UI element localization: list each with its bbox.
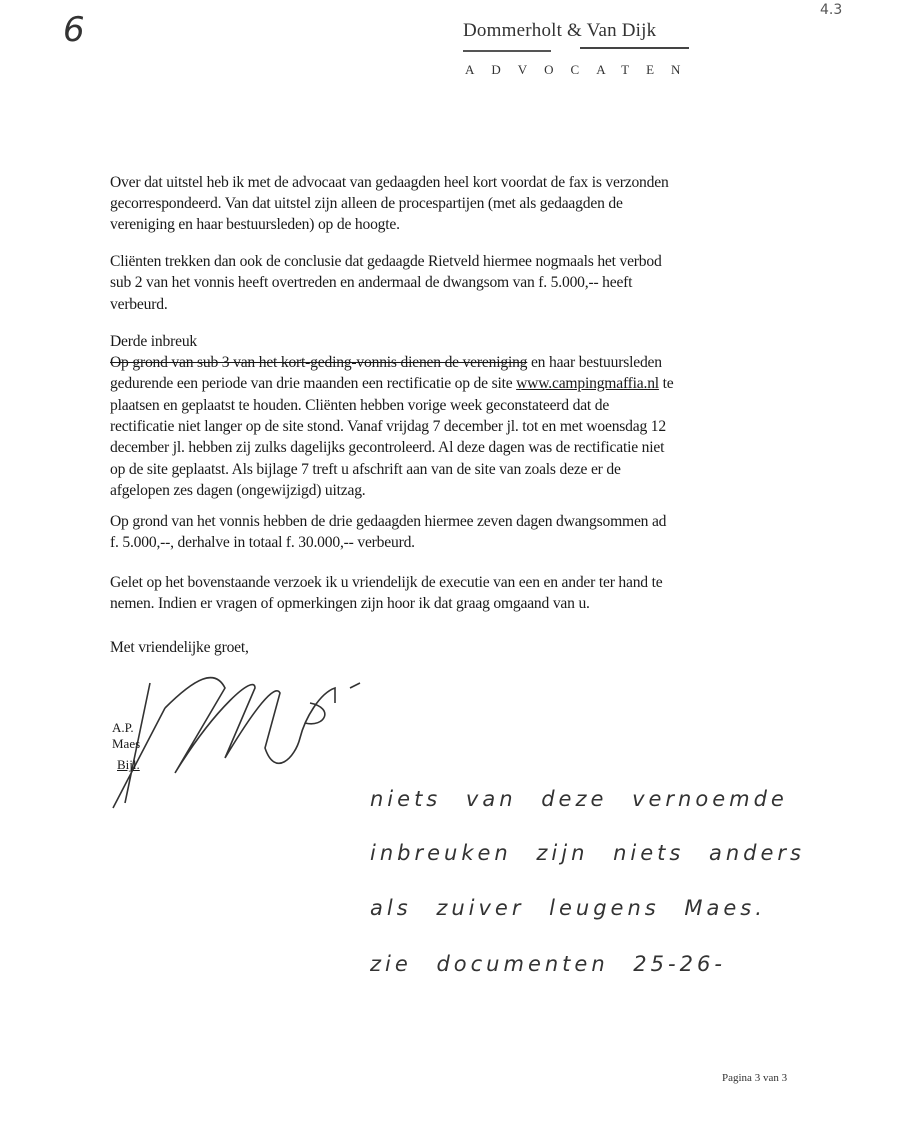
page-marker: 4.3 <box>820 2 843 18</box>
paragraph-line: Gelet op het bovenstaande verzoek ik u vriendelijk de executie van een en ander ter hand te <box>110 574 663 591</box>
text: en haar bestuursleden <box>527 354 662 371</box>
section-heading: Derde inbreuk <box>110 333 198 350</box>
firm-name: Dommerholt & Van Dijk <box>463 20 657 41</box>
website-link[interactable]: www.campingmaffia.nl <box>516 375 659 392</box>
page-number: Pagina 3 van 3 <box>722 1072 788 1084</box>
letterhead-rule <box>463 50 551 52</box>
text: te <box>658 375 674 392</box>
attachment-label: Bijl. <box>117 757 140 772</box>
paragraph-line <box>110 354 662 372</box>
signatory-name: A.P. Maes <box>112 720 141 751</box>
paragraph-line: december jl. hebben zij zulks dagelijks gecontroleerd. Al deze dagen was de rectificatie niet <box>110 439 665 456</box>
closing: Met vriendelijke groet, <box>110 639 249 656</box>
paragraph-line: Over dat uitstel heb ik met de advocaat van gedaagden heel kort voordat de fax is verzonden <box>110 174 669 191</box>
paragraph-line: gecorrespondeerd. Van dat uitstel zijn alleen de procespartijen (met als gedaagden de <box>110 195 623 212</box>
paragraph-line: f. 5.000,--, derhalve in totaal f. 30.000,-- verbeurd. <box>110 534 415 551</box>
note-line: niets van deze vernoemde <box>370 787 788 811</box>
struck-text: Op grond van sub 3 van het kort-geding-vonnis dienen de vereniging <box>110 354 528 371</box>
paragraph-line: plaatsen en geplaatst te houden. Cliënten hebben vorige week geconstateerd dat de <box>110 397 610 414</box>
paragraph-line: sub 2 van het vonnis heeft overtreden en andermaal de dwangsom van f. 5.000,-- heeft <box>110 274 633 291</box>
note-line: zie documenten 25-26- <box>370 952 726 976</box>
paragraph-line: nemen. Indien er vragen of opmerkingen zijn hoor ik dat graag omgaand van u. <box>110 595 590 612</box>
paragraph-line: verbeurd. <box>110 296 168 313</box>
text: gedurende een periode van drie maanden een rectificatie op de site <box>110 375 517 392</box>
note-line: inbreuken zijn niets anders <box>370 841 805 865</box>
paragraph-line: rectificatie niet langer op de site stond. Vanaf vrijdag 7 december jl. tot en met woensdag 12 <box>110 418 666 435</box>
letterhead-rule <box>580 47 689 49</box>
note-line: als zuiver leugens Maes. <box>370 896 766 920</box>
paragraph-line <box>110 375 674 393</box>
handwritten-page-number: 6 <box>63 10 85 50</box>
paragraph-line: afgelopen zes dagen (ongewijzigd) uitzag. <box>110 482 366 499</box>
paragraph-line: Op grond van het vonnis hebben de drie gedaagden hiermee zeven dagen dwangsommen ad <box>110 513 667 530</box>
paragraph-line: Cliënten trekken dan ook de conclusie dat gedaagde Rietveld hiermee nogmaals het verbod <box>110 253 662 270</box>
handwritten-signature <box>105 668 385 818</box>
paragraph-line: vereniging en haar bestuursleden) op de hoogte. <box>110 216 400 233</box>
paragraph-line: op de site geplaatst. Als bijlage 7 treft u afschrift aan van de site van zoals deze er de <box>110 461 621 478</box>
firm-subtitle: ADVOCATEN <box>465 62 698 77</box>
